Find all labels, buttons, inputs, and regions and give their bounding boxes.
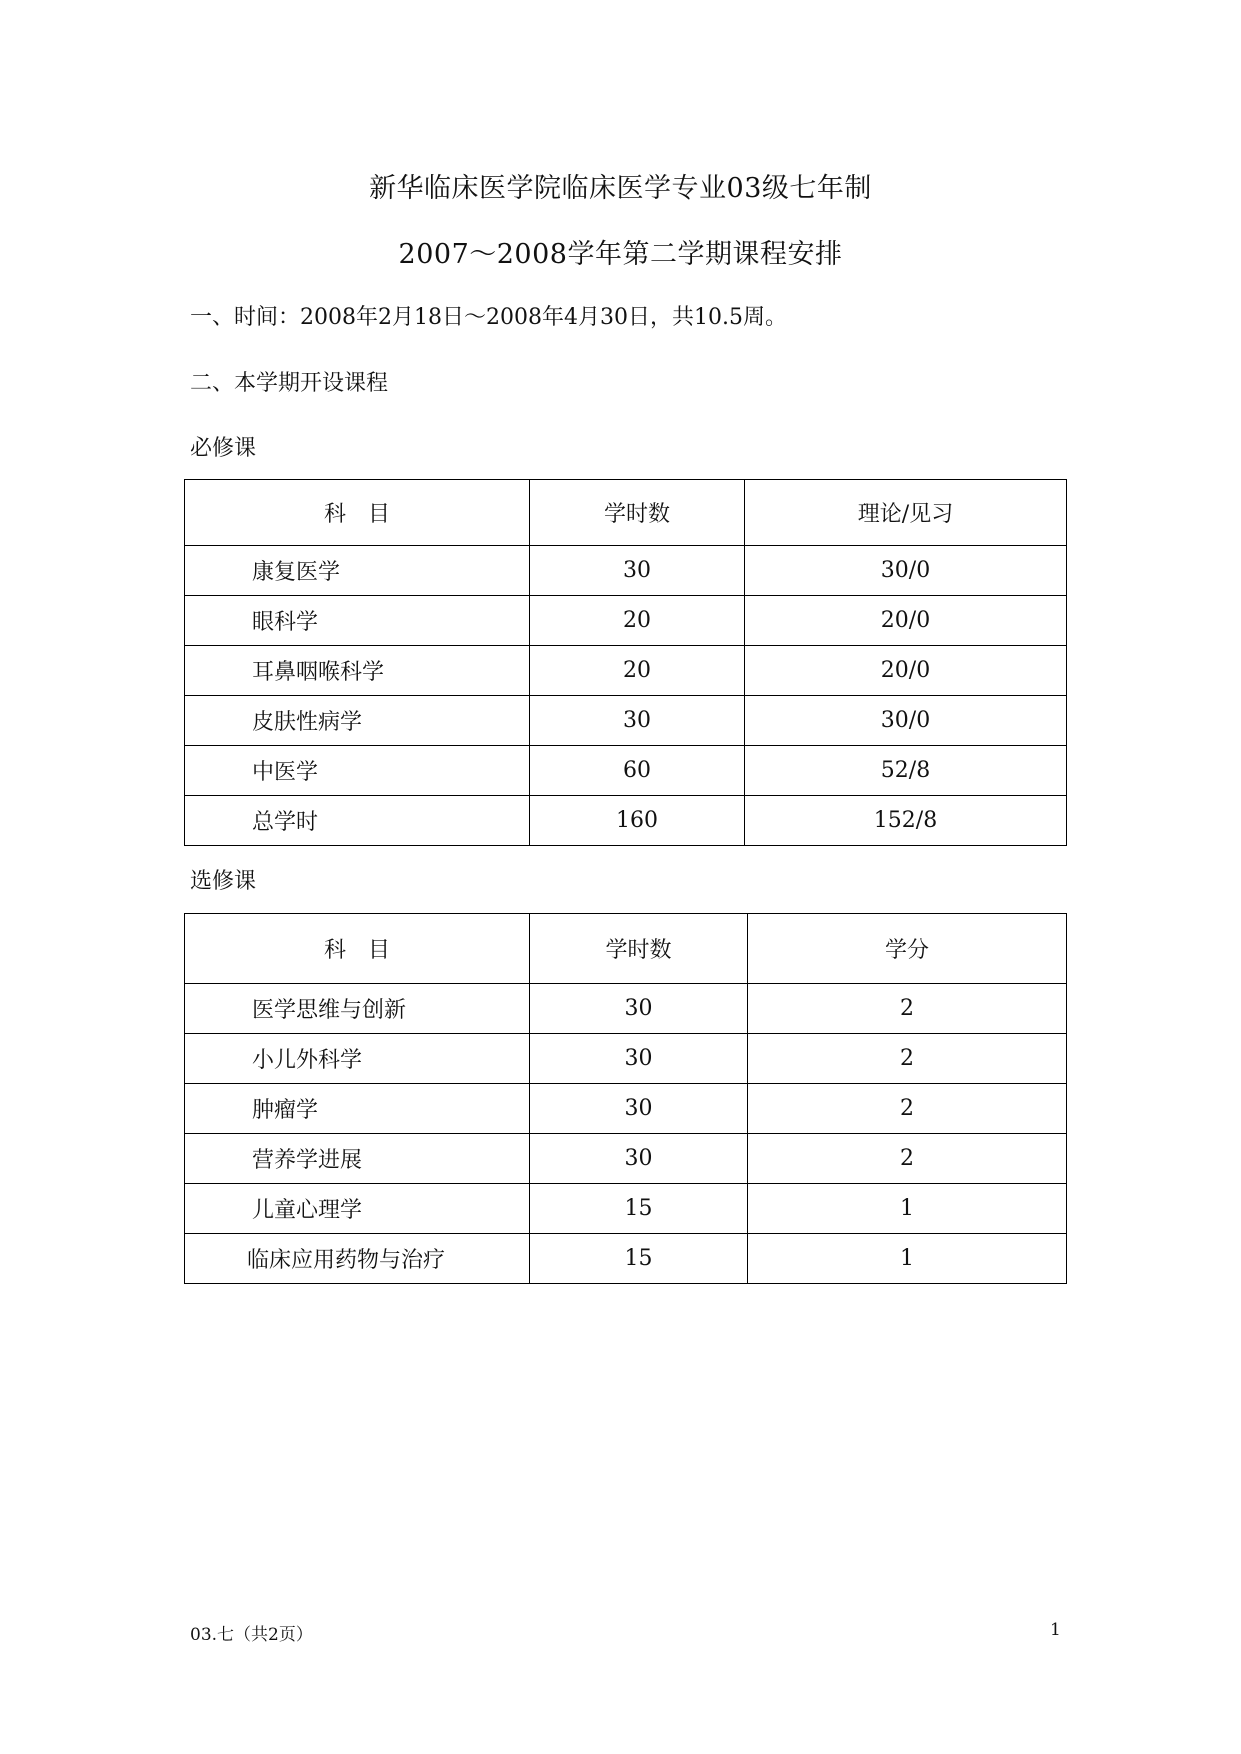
credits-cell: 1 [748,1234,1067,1284]
table-header-row [185,480,1067,546]
document-title-line1: 新华临床医学院临床医学专业03级七年制 [369,173,872,204]
column-header-hours: 学时数 [530,480,745,546]
time-line: 一、时间：2008年2月18日～2008年4月30日，共10.5周。 [190,305,787,330]
hours-cell: 15 [530,1184,748,1234]
table-row [185,696,1067,746]
table-row [185,1184,1067,1234]
required-heading: 必修课 [190,436,257,461]
ratio-cell: 152/8 [745,796,1067,846]
ratio-cell: 20/0 [745,646,1067,696]
table-row [185,1034,1067,1084]
table-row [185,1234,1067,1284]
section-heading-courses: 二、本学期开设课程 [190,371,389,396]
subject-cell: 营养学进展 [185,1134,530,1184]
subject-cell: 总学时 [185,796,530,846]
subject-cell: 中医学 [185,746,530,796]
table-row [185,1084,1067,1134]
elective-courses-table [184,913,1067,1284]
subject-cell: 肿瘤学 [185,1084,530,1134]
hours-cell: 30 [530,546,745,596]
subject-cell: 眼科学 [185,596,530,646]
ratio-cell: 52/8 [745,746,1067,796]
footer-document-code: 03.七（共2页） [190,1625,313,1645]
column-header-subject: 科 目 [185,480,530,546]
total-row [185,796,1067,846]
column-header-credits: 学分 [748,914,1067,984]
hours-cell: 30 [530,1034,748,1084]
ratio-cell: 30/0 [745,696,1067,746]
hours-cell: 160 [530,796,745,846]
column-header-hours: 学时数 [530,914,748,984]
hours-cell: 30 [530,1084,748,1134]
subject-cell: 小儿外科学 [185,1034,530,1084]
table-row [185,546,1067,596]
table-row [185,746,1067,796]
hours-cell: 30 [530,984,748,1034]
subject-cell: 康复医学 [185,546,530,596]
ratio-cell: 30/0 [745,546,1067,596]
document-title-line2: 2007～2008学年第二学期课程安排 [398,239,843,270]
column-header-theory-practice: 理论/见习 [745,480,1067,546]
table-row [185,1134,1067,1184]
table-row [185,596,1067,646]
subject-cell: 皮肤性病学 [185,696,530,746]
table-row [185,984,1067,1034]
table-header-row [185,914,1067,984]
credits-cell: 2 [748,1034,1067,1084]
subject-cell: 耳鼻咽喉科学 [185,646,530,696]
hours-cell: 20 [530,596,745,646]
required-courses-table [184,479,1067,846]
credits-cell: 2 [748,1134,1067,1184]
hours-cell: 20 [530,646,745,696]
subject-cell: 儿童心理学 [185,1184,530,1234]
credits-cell: 1 [748,1184,1067,1234]
hours-cell: 30 [530,696,745,746]
subject-cell: 临床应用药物与治疗 [185,1234,530,1284]
hours-cell: 15 [530,1234,748,1284]
hours-cell: 60 [530,746,745,796]
column-header-subject: 科 目 [185,914,530,984]
ratio-cell: 20/0 [745,596,1067,646]
credits-cell: 2 [748,984,1067,1034]
subject-cell: 医学思维与创新 [185,984,530,1034]
elective-heading: 选修课 [190,869,257,894]
page-number: 1 [1050,1620,1061,1640]
hours-cell: 30 [530,1134,748,1184]
credits-cell: 2 [748,1084,1067,1134]
table-row [185,646,1067,696]
